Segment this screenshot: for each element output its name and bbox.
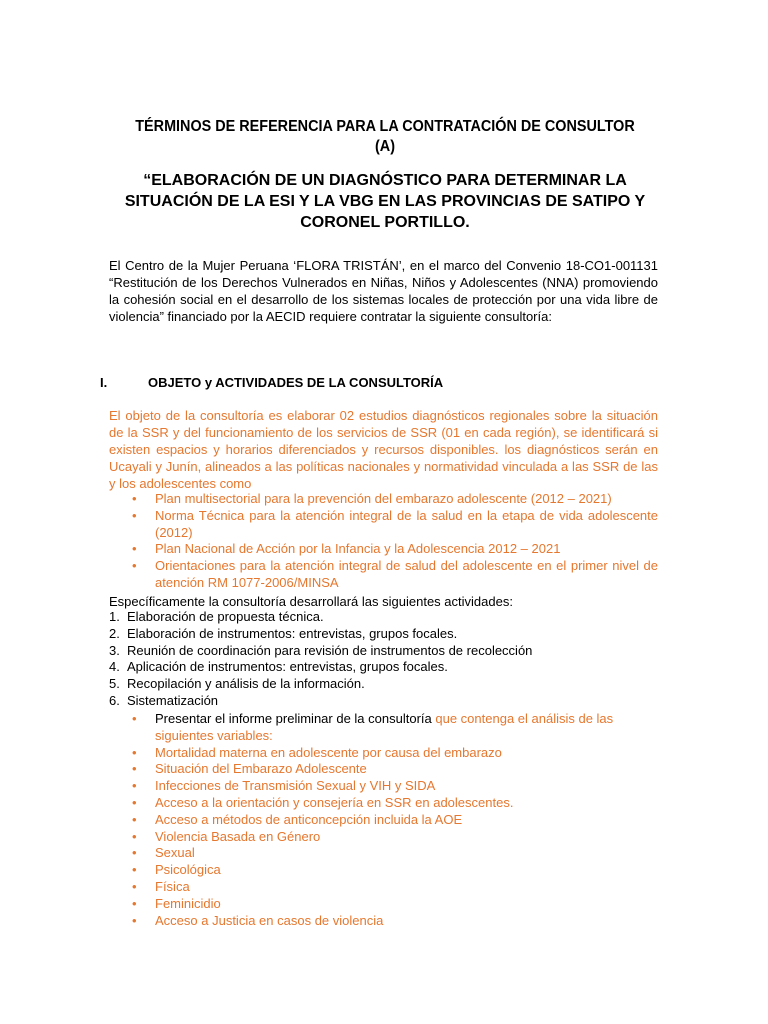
- list-item: [110, 745, 658, 762]
- item-number: 4.: [109, 659, 120, 675]
- list-item: [109, 659, 532, 676]
- bullet-icon: •: [132, 912, 137, 928]
- policy-list: [110, 491, 658, 592]
- activity-text: Reunión de coordinación para revisión de instrumentos de recolección: [127, 642, 533, 658]
- variable-text: Psicológica: [155, 862, 221, 878]
- list-item: [110, 508, 658, 542]
- activity-text: Aplicación de instrumentos: entrevistas, grupos focales.: [127, 659, 448, 675]
- bullet-icon: •: [132, 744, 137, 760]
- activity-text: Recopilación y análisis de la información.: [127, 676, 365, 692]
- item-number: 2.: [109, 625, 120, 641]
- list-item: [110, 778, 658, 795]
- list-item: [109, 676, 532, 693]
- list-item: [110, 711, 658, 745]
- document-subtitle: “ELABORACIÓN DE UN DIAGNÓSTICO PARA DETERMINAR LA SITUACIÓN DE LA ESI Y LA VBG EN LAS PROVINCIAS DE SATIPO Y CORONEL PORTILLO.: [124, 172, 646, 231]
- item-number: 1.: [109, 609, 120, 624]
- list-item: [110, 558, 658, 592]
- list-item: [110, 829, 658, 846]
- section-title: OBJETO y ACTIVIDADES DE LA CONSULTORÍA: [148, 375, 444, 390]
- variable-text: Física: [155, 878, 190, 894]
- item-number: 6.: [109, 692, 120, 708]
- variable-text: Acceso a la orientación y consejería en SSR en adolescentes.: [155, 794, 514, 810]
- bullet-icon: •: [132, 541, 137, 557]
- list-item: [109, 626, 532, 643]
- list-item: [110, 845, 658, 862]
- bullet-icon: •: [132, 878, 137, 894]
- policy-text: Plan Nacional de Acción por la Infancia y la Adolescencia 2012 – 2021: [155, 541, 561, 557]
- policy-text: Norma Técnica para la atención integral de la salud en la etapa de vida adolescente (2012): [155, 507, 658, 540]
- list-item: [110, 491, 658, 508]
- variable-text: Mortalidad materna en adolescente por causa del embarazo: [155, 744, 502, 760]
- list-item: [110, 896, 658, 913]
- variable-text: Situación del Embarazo Adolescente: [155, 761, 367, 777]
- activities-intro: Específicamente la consultoría desarrollará las siguientes actividades:: [109, 594, 513, 609]
- report-text: Presentar el informe preliminar de la consultoría: [155, 711, 432, 726]
- variable-text: Feminicidio: [155, 895, 221, 911]
- activities-list: [109, 609, 532, 710]
- list-item: [109, 609, 532, 626]
- bullet-icon: •: [132, 811, 137, 827]
- variable-text: Acceso a métodos de anticoncepción incluida la AOE: [155, 811, 463, 827]
- bullet-icon: •: [132, 862, 137, 878]
- report-variables-list: [110, 711, 658, 929]
- section-number: I.: [100, 375, 108, 390]
- bullet-icon: •: [132, 828, 137, 844]
- list-item: [110, 879, 658, 896]
- activity-text: Elaboración de propuesta técnica.: [127, 609, 324, 624]
- bullet-icon: •: [132, 558, 137, 574]
- report-text-highlight: que contenga el análisis de las siguientes variables:: [155, 711, 614, 743]
- list-item: [110, 761, 658, 778]
- bullet-icon: •: [132, 711, 137, 726]
- bullet-icon: •: [132, 491, 137, 506]
- bullet-icon: •: [132, 895, 137, 911]
- bullet-icon: •: [132, 845, 137, 861]
- bullet-icon: •: [132, 794, 137, 810]
- list-item: [110, 795, 658, 812]
- list-item: [109, 643, 532, 660]
- item-number: 3.: [109, 642, 120, 658]
- item-number: 5.: [109, 676, 120, 692]
- activity-text: Sistematización: [127, 692, 219, 708]
- bullet-icon: •: [132, 761, 137, 777]
- variable-text: Violencia Basada en Género: [155, 828, 321, 844]
- intro-paragraph: El Centro de la Mujer Peruana ‘FLORA TRISTÁN’, en el marco del Convenio 18-CO1-001131 “Restitución de los Derechos Vulnerados en Niñas, Niños y Adolescentes (NNA) promoviendo la cohesión social en el desarrollo de los sistemas locales de protección por una vida libre de violencia” financiado por la AECID requiere contratar la siguiente consultoría:: [109, 258, 658, 324]
- list-item: [110, 541, 658, 558]
- bullet-icon: •: [132, 778, 137, 794]
- document-title: TÉRMINOS DE REFERENCIA PARA LA CONTRATACIÓN DE CONSULTOR (A): [135, 118, 635, 155]
- policy-text: Plan multisectorial para la prevención del embarazo adolescente (2012 – 2021): [155, 491, 612, 506]
- activity-text: Elaboración de instrumentos: entrevistas, grupos focales.: [127, 625, 458, 641]
- objective-paragraph: El objeto de la consultoría es elaborar 02 estudios diagnósticos regionales sobre la situación de la SSR y del funcionamiento de los servicios de SSR (01 en cada región), se identificará si existen espacios y horarios diferenciados y recursos disponibles. los diagnósticos serán en Ucayali y Junín, alineados a las políticas nacionales y normatividad vinculada a las SSR de las y los adolescentes como: [109, 408, 658, 491]
- list-item: [109, 693, 532, 710]
- list-item: [110, 862, 658, 879]
- bullet-icon: •: [132, 507, 137, 523]
- variable-text: Sexual: [155, 845, 195, 861]
- list-item: [110, 812, 658, 829]
- policy-text: Orientaciones para la atención integral de salud del adolescente en el primer nivel de atención RM 1077-2006/MINSA: [155, 558, 658, 590]
- list-item: [110, 913, 658, 930]
- variable-text: Acceso a Justicia en casos de violencia: [155, 912, 384, 928]
- variable-text: Infecciones de Transmisión Sexual y VIH y SIDA: [155, 778, 436, 794]
